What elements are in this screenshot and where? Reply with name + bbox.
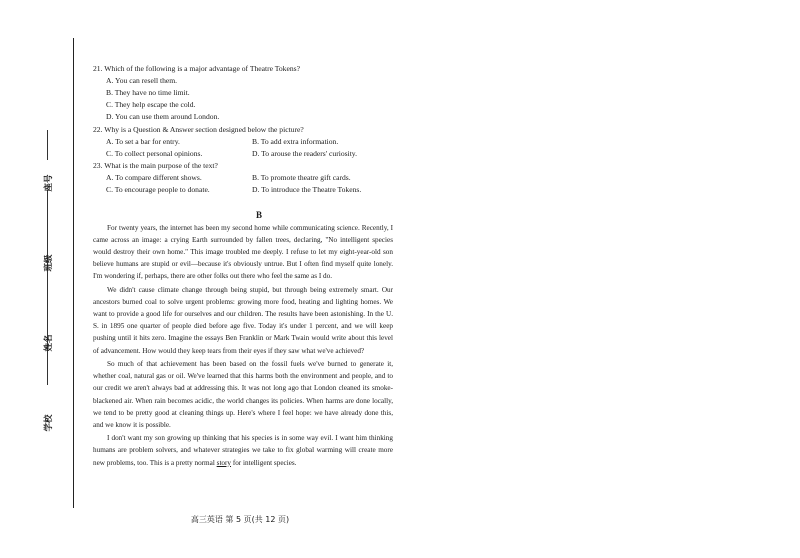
- passage-paragraph-4: [93, 432, 393, 468]
- passage-paragraph-2: We didn't cause climate change through being stupid, but through being extremely smart. Our ancestors burned coal to solve urgent problems: growing more food, heating and lighting homes. We want to provide a good life for ourselves and our children. The results have been astonishing. In the U. S. in 1895 one quarter of people died before age five. Today it's under 1 percent, and we will keep pushing until it hits zero. Imagine the essays Ben Franklin or Mark Twain would write about this level of advancement. How would they keep tears from their eyes if they saw what we've achieved?: [93, 286, 393, 355]
- passage-paragraph-3: So much of that achievement has been based on the fossil fuels we've burned to generate it, whether coal, natural gas or oil. We've learned that this harms both the environment and people, and to our credit we aren't always bad at addressing this. It was not long ago that London cleaned its smoke-blackened air. When rain becomes acidic, the world changes its policies. When harms are done locally, we tend to be pretty good at cleaning things up. Here's where I feel hope: we have already done this, and we know it is possible.: [93, 360, 393, 429]
- q22-option-c: C. To collect personal opinions.: [106, 149, 203, 158]
- q21-option-b: B. They have no time limit.: [106, 88, 190, 97]
- q23-option-c: C. To encourage people to donate.: [106, 185, 210, 194]
- q23-option-b: B. To promote theatre gift cards.: [252, 173, 351, 182]
- q21-option-c: C. They help escape the cold.: [106, 100, 196, 109]
- q23-option-d: D. To introduce the Theatre Tokens.: [252, 185, 362, 194]
- underlined-word-story: story: [216, 458, 232, 467]
- question-22-stem: 22. Why is a Question & Answer section designed below the picture?: [93, 125, 304, 134]
- paragraph-4-text-start: I don't want my son growing up thinking that his species is in some way evil. I want him thinking humans are problem solvers, and whatever strategies we take to fix global warming will create more new problems, too. This is a pretty normal: [93, 434, 393, 467]
- question-23-stem: 23. What is the main purpose of the text?: [93, 161, 218, 170]
- q21-option-a: A. You can resell them.: [106, 76, 178, 85]
- page-footer: 高三英语 第 5 页(共 12 页): [190, 515, 290, 524]
- question-21-stem: 21. Which of the following is a major advantage of Theatre Tokens?: [93, 64, 300, 73]
- q22-option-a: A. To set a bar for entry.: [106, 137, 180, 146]
- q23-option-a: A. To compare different shows.: [106, 173, 202, 182]
- binding-line: [73, 38, 74, 508]
- q21-option-d: D. You can use them around London.: [106, 112, 220, 121]
- q22-option-d: D. To arouse the readers' curiosity.: [252, 149, 358, 158]
- paragraph-4-text-end: for intelligent species.: [231, 458, 297, 467]
- class-write-line: [47, 190, 48, 250]
- passage-paragraph-1: For twenty years, the internet has been my second home while communicating science. Recently, I came across an image: a crying Earth surrounded by fallen trees, declaring, "No intelligent species would destroy their own home." This image troubled me deeply. I refuse to let my eight-year-old son believe humans are stupid or evil—because it's obviously untrue. But I often find myself quite lonely. I'm wondering if, perhaps, there are other folks out there who feel the same as I do.: [93, 224, 393, 281]
- passage-b: [93, 222, 393, 470]
- seat-write-line: [47, 130, 48, 160]
- class-label: 班级: [44, 254, 54, 272]
- seat-label: 座号: [44, 174, 54, 192]
- name-label: 姓名: [44, 334, 54, 352]
- section-b-heading: B: [256, 210, 263, 220]
- q22-option-b: B. To add extra information.: [252, 137, 339, 146]
- school-label: 学校: [44, 414, 54, 432]
